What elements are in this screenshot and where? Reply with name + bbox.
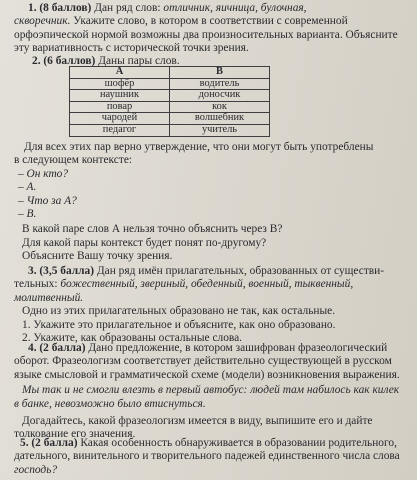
table-cell: кок <box>170 101 270 113</box>
table-cell: шофёр <box>70 78 170 90</box>
column-header-b: В <box>170 67 270 79</box>
word-pairs-table <box>69 66 270 137</box>
task-2-heading: 2. (6 баллов) Даны пары слов. <box>32 55 180 67</box>
task-1-line-3: орфоэпической нормой возможны два произносительных варианта. Объясните <box>14 28 398 41</box>
dialog-line: – Что за А? <box>18 194 77 207</box>
task-3-line-2: тельных: божественный, звериный, обеденный, военный, тыквенный, <box>14 278 354 291</box>
task-2-body <box>14 141 411 264</box>
task-5-line-1: 5. (2 балла) Какая особенность обнаруживается в образовании родительного, <box>20 437 397 449</box>
table-header-row <box>70 67 270 79</box>
task-5-number: 5. (2 балла) <box>20 437 78 449</box>
task-3-line-3: молитвенный. <box>14 291 84 304</box>
task-3-line: 2. Укажите, как образованы остальные слова. <box>22 332 243 345</box>
task-5-line: дательного, винительного и творительного падежей единственного числа слова <box>14 450 400 463</box>
task-1-line-2: скворечник. Укажите слово, в котором в соответствии с современной <box>14 15 348 28</box>
task-5-line-3: господь? <box>14 463 58 476</box>
task-4-line: оборот. Фразеологизм соответствует действительно существующей в русском <box>14 355 392 368</box>
task-1-number: 1. (8 баллов) <box>28 2 92 14</box>
column-header-a: А <box>70 67 170 79</box>
table-row <box>70 113 270 125</box>
task-4-line: Догадайтесь, какой фразеологизм имеется в виду, выпишите его и дайте <box>22 415 373 428</box>
task-3-number: 3. (3,5 балла) <box>28 265 95 277</box>
task-2-line: в следующем контексте: <box>14 154 133 167</box>
task-3-line-1: 3. (3,5 балла) Дан ряд имён прилагательных, образованных от существи- <box>28 265 385 277</box>
task-4-line-1: 4. (2 балла) Дано предложение, в котором зашифрован фразеологический <box>28 342 388 354</box>
example-sentence-line: в банке, невозможно было втиснуться. <box>14 397 206 410</box>
task-5 <box>14 437 411 477</box>
table-cell: наушник <box>70 90 170 102</box>
table-row <box>70 101 270 113</box>
example-sentence-line: Мы так и не смогли влезть в первый автобус: людей там набилось как килек <box>22 384 400 397</box>
table-cell: чародей <box>70 113 170 125</box>
task-2-line: Объясните Вашу точку зрения. <box>22 250 173 263</box>
task-4-number: 4. (2 балла) <box>28 342 86 354</box>
dialog-line: – В. <box>18 208 37 221</box>
task-4-line: толкование его значения. <box>14 428 136 441</box>
task-2-line: Для всех этих пар верно утверждение, что они могут быть употреблены <box>24 141 374 153</box>
table-cell: учитель <box>170 124 270 136</box>
table-row <box>70 124 270 136</box>
task-1-line-1: 1. (8 баллов) Дан ряд слов: отличник, яичница, булочная, <box>28 2 307 14</box>
task-2-line: В какой паре слов А нельзя точно объяснить через В? <box>22 223 283 236</box>
task-4-line: языке смысловой и грамматической схеме (модели) возникновения выражения. <box>14 368 400 381</box>
table-cell: повар <box>70 101 170 113</box>
task-1-line-4: эту вариативность с исторической точки зрения. <box>14 42 249 55</box>
task-4 <box>14 342 411 442</box>
task-3-line: 1. Укажите это прилагательное и объясните, как оно образовано. <box>22 318 336 331</box>
dialog-line: – А. <box>18 181 37 194</box>
task-1 <box>14 2 411 56</box>
dialog-line: – Он кто? <box>18 167 69 180</box>
table-row <box>70 78 270 90</box>
task-2-number: 2. (6 баллов) <box>32 55 96 67</box>
task-2-line: Для какой пары контекст будет понят по-другому? <box>22 236 267 249</box>
table-cell: педагог <box>70 124 170 136</box>
task-3-line: Одно из этих прилагательных образовано не так, как остальные. <box>22 305 336 318</box>
table-cell: водитель <box>170 78 270 90</box>
table-cell: волшебник <box>170 113 270 125</box>
table-cell: доносчик <box>170 90 270 102</box>
task-3 <box>14 265 411 345</box>
table-row <box>70 90 270 102</box>
